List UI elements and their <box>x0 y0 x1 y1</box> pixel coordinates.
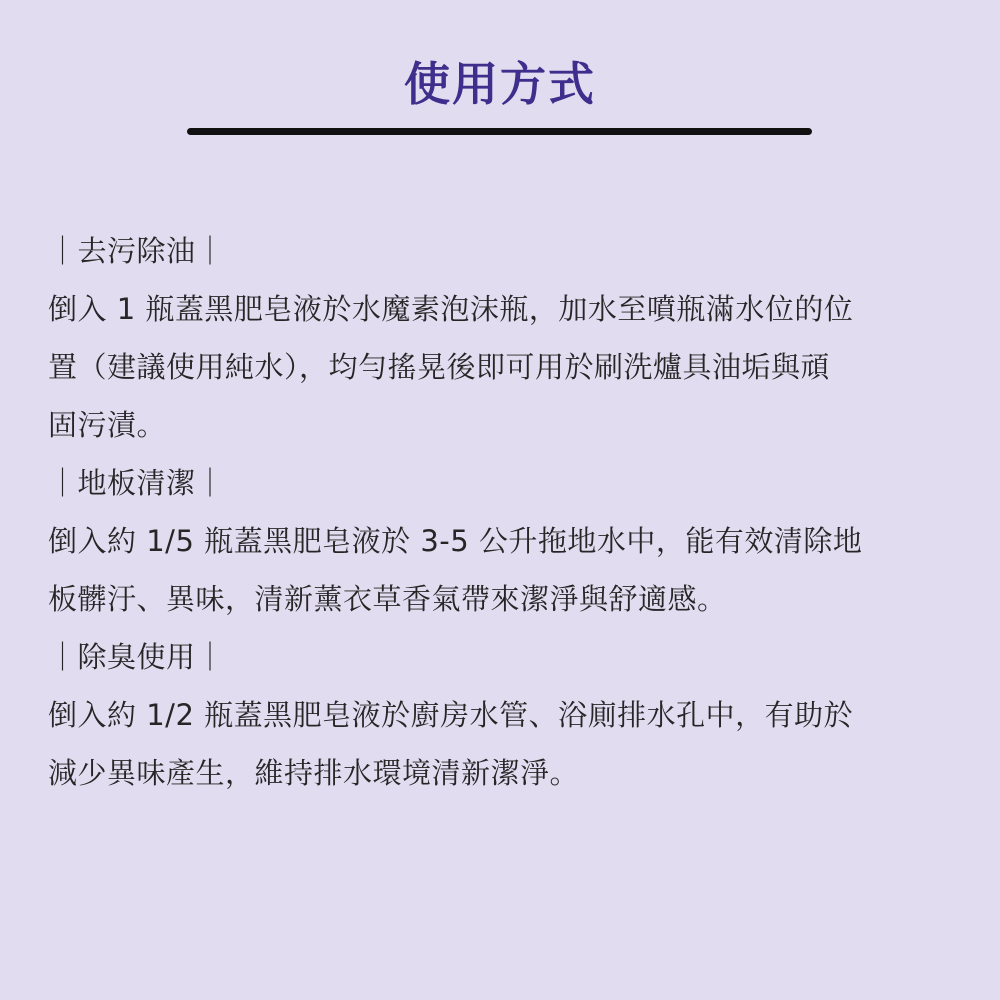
section-text-line: 板髒汙、異味，清新薰衣草香氣帶來潔淨與舒適感。 <box>48 582 727 616</box>
section-text-line: 倒入約 1/5 瓶蓋黑肥皂液於 3-5 公升拖地水中，能有效清除地 <box>48 524 863 558</box>
section-text-line: 置（建議使用純水），均勻搖晃後即可用於刷洗爐具油垢與頑 <box>48 350 831 384</box>
section-text-line: 倒入 1 瓶蓋黑肥皂液於水魔素泡沫瓶，加水至噴瓶滿水位的位 <box>48 292 854 326</box>
section-text-line: 倒入約 1/2 瓶蓋黑肥皂液於廚房水管、浴廁排水孔中，有助於 <box>48 698 854 732</box>
instructions-content <box>48 222 953 802</box>
section-heading: ｜去污除油｜ <box>48 234 226 268</box>
section-text-line: 固污漬。 <box>48 408 167 442</box>
section-heading: ｜地板清潔｜ <box>48 466 226 500</box>
section-text-line: 減少異味產生，維持排水環境清新潔淨。 <box>48 756 580 790</box>
section-heading: ｜除臭使用｜ <box>48 640 226 674</box>
title-underline <box>187 128 812 135</box>
section-degrease <box>48 222 953 454</box>
page-title: 使用方式 <box>404 57 596 111</box>
section-floor-cleaning <box>48 454 953 628</box>
section-deodorize <box>48 628 953 802</box>
